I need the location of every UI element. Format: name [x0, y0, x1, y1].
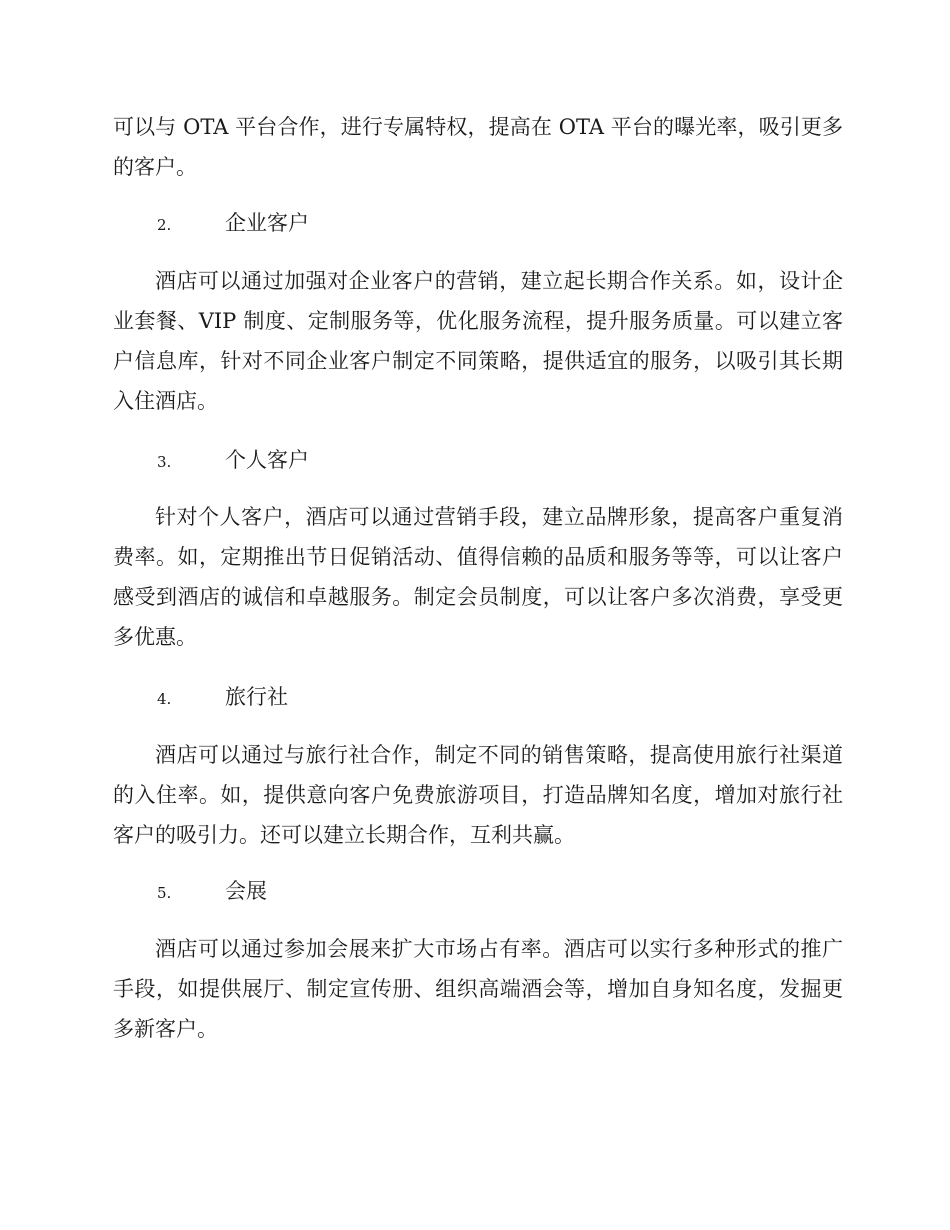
paragraph-corporate: 酒店可以通过加强对企业客户的营销，建立起长期合作关系。如，设计企业套餐、VIP 制度、定制服务等，优化服务流程，提升服务质量。可以建立客户信息库，针对不同企业客户制定不同策略，提供适宜的服务，以吸引其长期入住酒店。 — [113, 269, 843, 413]
section-heading-corporate — [157, 203, 309, 245]
paragraph-travel-agency: 酒店可以通过与旅行社合作，制定不同的销售策略，提高使用旅行社渠道的入住率。如，提供意向客户免费旅游项目，打造品牌知名度，增加对旅行社客户的吸引力。还可以建立长期合作，互利共赢。 — [113, 743, 843, 847]
paragraph-exhibition: 酒店可以通过参加会展来扩大市场占有率。酒店可以实行多种形式的推广手段，如提供展厅、制定宣传册、组织高端酒会等，增加自身知名度，发掘更多新客户。 — [113, 937, 843, 1041]
section-title: 企业客户 — [225, 211, 309, 235]
section-heading-exhibition — [157, 871, 267, 913]
section-heading-individual — [157, 440, 309, 482]
section-number: 5. — [157, 884, 172, 902]
section-heading-travel-agency — [157, 677, 288, 719]
paragraph-ota: 可以与 OTA 平台合作，进行专属特权，提高在 OTA 平台的曝光率，吸引更多的客户。 — [113, 115, 843, 179]
section-title: 旅行社 — [225, 685, 288, 709]
section-number: 4. — [157, 690, 172, 708]
section-number: 3. — [157, 453, 172, 471]
section-title: 个人客户 — [225, 448, 309, 472]
section-number: 2. — [157, 216, 172, 234]
section-title: 会展 — [225, 879, 267, 903]
paragraph-individual: 针对个人客户，酒店可以通过营销手段，建立品牌形象，提高客户重复消费率。如，定期推出节日促销活动、值得信赖的品质和服务等等，可以让客户感受到酒店的诚信和卓越服务。制定会员制度，可以让客户多次消费，享受更多优惠。 — [113, 505, 843, 649]
